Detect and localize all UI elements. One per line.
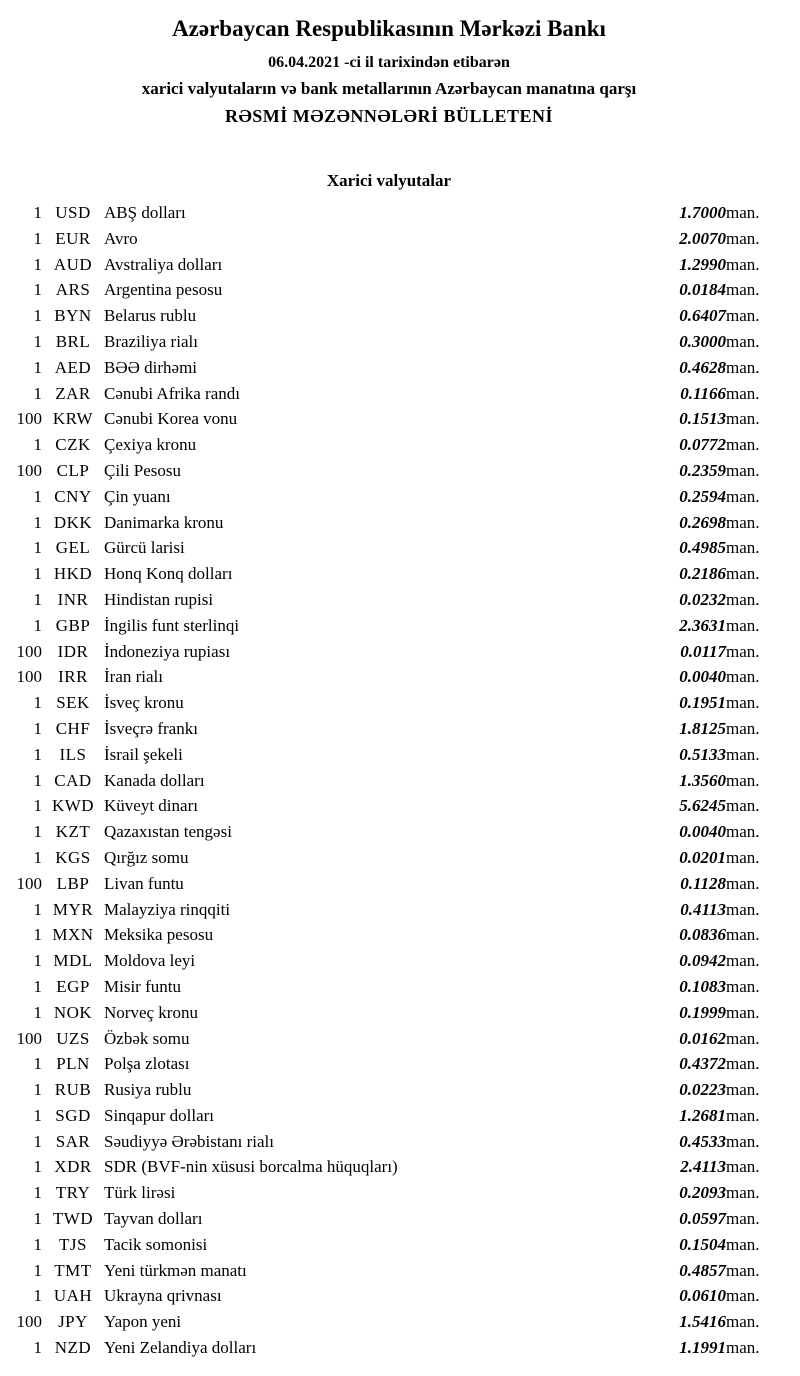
quantity-cell: 1 bbox=[33, 1338, 42, 1358]
currency-name-cell: Livan funtu bbox=[104, 873, 184, 893]
quantity-cell: 1 bbox=[33, 1286, 42, 1306]
currency-name-cell: Meksika pesosu bbox=[104, 925, 214, 945]
currency-code-cell: RUB bbox=[54, 1080, 92, 1100]
currency-code-cell: EUR bbox=[55, 228, 91, 248]
currency-code-cell: BYN bbox=[54, 306, 92, 326]
currency-name-cell: Səudiyyə Ərəbistanı rialı bbox=[104, 1131, 274, 1151]
rate-row bbox=[8, 768, 770, 794]
unit-label-cell: man. bbox=[726, 925, 760, 945]
quantity-cell: 1 bbox=[33, 718, 42, 738]
unit-label-cell: man. bbox=[726, 1080, 760, 1100]
unit-label-cell: man. bbox=[726, 331, 760, 351]
rate-row bbox=[8, 1026, 770, 1052]
quantity-cell: 100 bbox=[16, 1028, 42, 1048]
unit-label-cell: man. bbox=[726, 718, 760, 738]
currency-code-cell: MXN bbox=[52, 925, 94, 945]
currency-name-cell: Braziliya rialı bbox=[104, 331, 198, 351]
rate-value-cell: 0.0836 bbox=[679, 925, 726, 945]
quantity-cell: 1 bbox=[33, 693, 42, 713]
unit-label-cell: man. bbox=[726, 203, 760, 222]
quantity-cell: 1 bbox=[33, 538, 42, 558]
currency-name-cell: Çexiya kronu bbox=[104, 435, 197, 455]
quantity-cell: 1 bbox=[33, 1002, 42, 1022]
rate-value-cell: 1.7000 bbox=[679, 203, 726, 222]
currency-code-cell: TWD bbox=[52, 1209, 94, 1229]
currency-name-cell: Özbək somu bbox=[104, 1028, 190, 1048]
effective-date-line: 06.04.2021 -ci il tarixindən etibarən bbox=[268, 54, 510, 71]
currency-name-cell: İndoneziya rupiası bbox=[104, 641, 231, 661]
unit-label-cell: man. bbox=[726, 1234, 760, 1254]
currency-name-cell: Polşa zlotası bbox=[104, 1054, 190, 1074]
rate-row bbox=[8, 1180, 770, 1206]
unit-label-cell: man. bbox=[726, 538, 760, 558]
currency-name-cell: Türk lirəsi bbox=[104, 1183, 176, 1203]
currency-code-cell: AED bbox=[54, 357, 92, 377]
rate-value-cell: 0.0597 bbox=[679, 1209, 726, 1229]
currency-code-cell: XDR bbox=[54, 1157, 92, 1177]
unit-label-cell: man. bbox=[726, 564, 760, 584]
unit-label-cell: man. bbox=[726, 822, 760, 842]
rate-row bbox=[8, 1258, 770, 1284]
unit-label-cell: man. bbox=[726, 744, 760, 764]
rate-row bbox=[8, 458, 770, 484]
rate-row bbox=[8, 974, 770, 1000]
quantity-cell: 1 bbox=[33, 1234, 42, 1254]
quantity-cell: 1 bbox=[33, 1157, 42, 1177]
rate-value-cell: 1.3560 bbox=[679, 770, 726, 790]
currency-code-cell: ILS bbox=[59, 744, 87, 764]
quantity-cell: 1 bbox=[33, 228, 42, 248]
quantity-cell: 1 bbox=[33, 1054, 42, 1074]
unit-label-cell: man. bbox=[726, 254, 760, 274]
rate-row bbox=[8, 1206, 770, 1232]
rate-row bbox=[8, 1103, 770, 1129]
rate-row bbox=[8, 355, 770, 381]
quantity-cell: 1 bbox=[33, 306, 42, 326]
quantity-cell: 1 bbox=[33, 280, 42, 300]
currency-name-cell: Tacik somonisi bbox=[104, 1234, 208, 1254]
rate-row bbox=[8, 948, 770, 974]
quantity-cell: 1 bbox=[33, 796, 42, 816]
currency-code-cell: TJS bbox=[59, 1234, 87, 1254]
currency-code-cell: LBP bbox=[56, 873, 90, 893]
currency-name-cell: Cənubi Korea vonu bbox=[104, 409, 238, 429]
rate-value-cell: 0.1083 bbox=[679, 976, 726, 996]
quantity-cell: 100 bbox=[16, 873, 42, 893]
rate-row bbox=[8, 252, 770, 278]
rate-value-cell: 2.3631 bbox=[679, 615, 726, 635]
currency-code-cell: SAR bbox=[55, 1131, 91, 1151]
rate-row bbox=[8, 793, 770, 819]
unit-label-cell: man. bbox=[726, 641, 760, 661]
rate-value-cell: 1.8125 bbox=[679, 718, 726, 738]
quantity-cell: 100 bbox=[16, 409, 42, 429]
unit-label-cell: man. bbox=[726, 1338, 760, 1358]
currency-name-cell: Moldova leyi bbox=[104, 951, 196, 971]
rate-value-cell: 5.6245 bbox=[679, 796, 726, 816]
currency-name-cell: BƏƏ dirhəmi bbox=[104, 357, 198, 377]
unit-label-cell: man. bbox=[726, 796, 760, 816]
unit-label-cell: man. bbox=[726, 460, 760, 480]
unit-label-cell: man. bbox=[726, 976, 760, 996]
currency-name-cell: Çin yuanı bbox=[104, 486, 171, 506]
currency-code-cell: TRY bbox=[55, 1183, 91, 1203]
rate-value-cell: 0.0772 bbox=[679, 435, 726, 455]
currency-name-cell: Yeni Zelandiya dolları bbox=[104, 1338, 257, 1358]
currency-name-cell: Çili Pesosu bbox=[104, 460, 181, 480]
rate-row bbox=[8, 484, 770, 510]
currency-name-cell: İsrail şekeli bbox=[104, 744, 183, 764]
unit-label-cell: man. bbox=[726, 435, 760, 455]
currency-name-cell: Misir funtu bbox=[104, 976, 181, 996]
unit-label-cell: man. bbox=[726, 770, 760, 790]
rate-value-cell: 0.2186 bbox=[679, 564, 726, 584]
rate-value-cell: 0.2698 bbox=[679, 512, 726, 532]
rate-value-cell: 0.0201 bbox=[679, 847, 726, 867]
currency-code-cell: CZK bbox=[55, 435, 91, 455]
rate-value-cell: 0.0942 bbox=[679, 951, 726, 971]
currency-code-cell: AUD bbox=[53, 254, 93, 274]
rate-row bbox=[8, 406, 770, 432]
rate-row bbox=[8, 664, 770, 690]
currency-name-cell: İngilis funt sterlinqi bbox=[104, 615, 240, 635]
rate-row bbox=[8, 587, 770, 613]
quantity-cell: 1 bbox=[33, 1131, 42, 1151]
unit-label-cell: man. bbox=[726, 873, 760, 893]
rate-row bbox=[8, 510, 770, 536]
rate-value-cell: 0.6407 bbox=[679, 306, 726, 326]
rate-row bbox=[8, 561, 770, 587]
rate-value-cell: 1.2681 bbox=[679, 1105, 726, 1125]
unit-label-cell: man. bbox=[726, 667, 760, 687]
quantity-cell: 100 bbox=[16, 460, 42, 480]
currency-code-cell: USD bbox=[55, 203, 91, 222]
rate-row bbox=[8, 742, 770, 768]
rate-row bbox=[8, 1283, 770, 1309]
currency-name-cell: İsveçrə frankı bbox=[104, 718, 198, 738]
rate-row bbox=[8, 277, 770, 303]
quantity-cell: 1 bbox=[33, 564, 42, 584]
quantity-cell: 1 bbox=[33, 615, 42, 635]
unit-label-cell: man. bbox=[726, 486, 760, 506]
rate-row bbox=[8, 200, 770, 226]
currency-name-cell: Gürcü larisi bbox=[104, 538, 185, 558]
rate-row bbox=[8, 1077, 770, 1103]
currency-code-cell: KRW bbox=[52, 409, 94, 429]
quantity-cell: 1 bbox=[33, 357, 42, 377]
currency-code-cell: DKK bbox=[53, 512, 93, 532]
currency-code-cell: KWD bbox=[51, 796, 95, 816]
currency-code-cell: MYR bbox=[52, 899, 94, 919]
rate-value-cell: 0.2359 bbox=[679, 460, 726, 480]
rate-value-cell: 0.4113 bbox=[680, 899, 726, 919]
currency-name-cell: Argentina pesosu bbox=[104, 280, 223, 300]
currency-code-cell: KZT bbox=[55, 822, 91, 842]
currency-name-cell: ABŞ dolları bbox=[104, 203, 186, 222]
quantity-cell: 1 bbox=[33, 1105, 42, 1125]
rate-value-cell: 0.1951 bbox=[679, 693, 726, 713]
currency-code-cell: UAH bbox=[53, 1286, 93, 1306]
currency-code-cell: IRR bbox=[58, 667, 88, 687]
currency-name-cell: SDR (BVF-nin xüsusi borcalma hüquqları) bbox=[104, 1157, 398, 1177]
currency-name-cell: Qırğız somu bbox=[104, 847, 189, 867]
currency-code-cell: NZD bbox=[54, 1338, 92, 1358]
unit-label-cell: man. bbox=[726, 383, 760, 403]
currency-code-cell: CAD bbox=[54, 770, 92, 790]
unit-label-cell: man. bbox=[726, 1157, 760, 1177]
currency-name-cell: Norveç kronu bbox=[104, 1002, 198, 1022]
rate-row bbox=[8, 1154, 770, 1180]
currency-name-cell: Yapon yeni bbox=[104, 1312, 182, 1332]
currency-code-cell: SEK bbox=[56, 693, 90, 713]
quantity-cell: 100 bbox=[16, 667, 42, 687]
rate-value-cell: 0.1513 bbox=[679, 409, 726, 429]
rate-value-cell: 0.4372 bbox=[679, 1054, 726, 1074]
rate-row bbox=[8, 716, 770, 742]
unit-label-cell: man. bbox=[726, 1028, 760, 1048]
unit-label-cell: man. bbox=[726, 1002, 760, 1022]
unit-label-cell: man. bbox=[726, 228, 760, 248]
currency-code-cell: KGS bbox=[55, 847, 91, 867]
rate-row bbox=[8, 1000, 770, 1026]
unit-label-cell: man. bbox=[726, 1286, 760, 1306]
unit-label-cell: man. bbox=[726, 1312, 760, 1332]
rate-value-cell: 0.0232 bbox=[679, 589, 726, 609]
currency-code-cell: UZS bbox=[56, 1028, 90, 1048]
quantity-cell: 1 bbox=[33, 1209, 42, 1229]
currency-name-cell: Avro bbox=[104, 228, 138, 248]
rate-value-cell: 0.3000 bbox=[679, 331, 726, 351]
currency-code-cell: MDL bbox=[53, 951, 93, 971]
rate-row bbox=[8, 1129, 770, 1155]
exchange-rates-table bbox=[8, 200, 770, 1361]
quantity-cell: 1 bbox=[33, 976, 42, 996]
currency-name-cell: Hindistan rupisi bbox=[104, 589, 214, 609]
quantity-cell: 1 bbox=[33, 822, 42, 842]
currency-name-cell: Ukrayna qrivnası bbox=[104, 1286, 222, 1306]
quantity-cell: 100 bbox=[16, 1312, 42, 1332]
currency-name-cell: Honq Konq dolları bbox=[104, 564, 233, 584]
rate-value-cell: 2.0070 bbox=[679, 228, 726, 248]
currency-code-cell: SGD bbox=[55, 1105, 91, 1125]
rate-row bbox=[8, 329, 770, 355]
rate-value-cell: 0.0223 bbox=[679, 1080, 726, 1100]
rate-value-cell: 0.0162 bbox=[679, 1028, 726, 1048]
quantity-cell: 1 bbox=[33, 925, 42, 945]
rate-value-cell: 0.0040 bbox=[679, 822, 726, 842]
currency-code-cell: CLP bbox=[56, 460, 90, 480]
rate-value-cell: 0.1166 bbox=[680, 383, 726, 403]
currency-code-cell: JPY bbox=[58, 1312, 88, 1332]
unit-label-cell: man. bbox=[726, 693, 760, 713]
quantity-cell: 1 bbox=[33, 383, 42, 403]
unit-label-cell: man. bbox=[726, 280, 760, 300]
quantity-cell: 1 bbox=[33, 254, 42, 274]
rate-row bbox=[8, 381, 770, 407]
currency-code-cell: GBP bbox=[55, 615, 91, 635]
rate-row bbox=[8, 303, 770, 329]
bank-title: Azərbaycan Respublikasının Mərkəzi Bankı bbox=[172, 16, 606, 41]
rate-value-cell: 1.5416 bbox=[679, 1312, 726, 1332]
quantity-cell: 1 bbox=[33, 899, 42, 919]
currency-code-cell: IDR bbox=[57, 641, 89, 661]
rate-value-cell: 1.1991 bbox=[679, 1338, 726, 1358]
rate-value-cell: 0.1128 bbox=[680, 873, 726, 893]
unit-label-cell: man. bbox=[726, 357, 760, 377]
currency-name-cell: Avstraliya dolları bbox=[104, 254, 223, 274]
rate-value-cell: 0.4628 bbox=[679, 357, 726, 377]
currency-code-cell: TMT bbox=[54, 1260, 92, 1280]
rate-row bbox=[8, 1335, 770, 1361]
quantity-cell: 1 bbox=[33, 770, 42, 790]
currency-code-cell: CNY bbox=[54, 486, 92, 506]
quantity-cell: 1 bbox=[33, 1183, 42, 1203]
rate-value-cell: 0.2594 bbox=[679, 486, 726, 506]
quantity-cell: 1 bbox=[33, 589, 42, 609]
unit-label-cell: man. bbox=[726, 951, 760, 971]
bulletin-title: RƏSMİ MƏZƏNNƏLƏRİ BÜLLETENİ bbox=[224, 106, 554, 126]
rate-row bbox=[8, 226, 770, 252]
unit-label-cell: man. bbox=[726, 306, 760, 326]
rate-value-cell: 0.5133 bbox=[679, 744, 726, 764]
rate-row bbox=[8, 1051, 770, 1077]
exchange-rates-table-body bbox=[8, 200, 770, 1361]
rate-row bbox=[8, 922, 770, 948]
rate-value-cell: 0.4533 bbox=[679, 1131, 726, 1151]
rate-value-cell: 0.0184 bbox=[679, 280, 726, 300]
unit-label-cell: man. bbox=[726, 1260, 760, 1280]
rate-row bbox=[8, 1309, 770, 1335]
unit-label-cell: man. bbox=[726, 1054, 760, 1074]
rate-row bbox=[8, 845, 770, 871]
rate-row bbox=[8, 871, 770, 897]
quantity-cell: 1 bbox=[33, 512, 42, 532]
unit-label-cell: man. bbox=[726, 409, 760, 429]
unit-label-cell: man. bbox=[726, 1209, 760, 1229]
quantity-cell: 1 bbox=[33, 1080, 42, 1100]
unit-label-cell: man. bbox=[726, 1183, 760, 1203]
currency-code-cell: NOK bbox=[53, 1002, 93, 1022]
quantity-cell: 100 bbox=[16, 641, 42, 661]
currency-code-cell: INR bbox=[57, 589, 89, 609]
quantity-cell: 1 bbox=[33, 951, 42, 971]
rate-row bbox=[8, 639, 770, 665]
section-title-foreign-currencies: Xarici valyutalar bbox=[326, 171, 452, 190]
rate-row bbox=[8, 432, 770, 458]
quantity-cell: 1 bbox=[33, 203, 42, 222]
unit-label-cell: man. bbox=[726, 589, 760, 609]
quantity-cell: 1 bbox=[33, 1260, 42, 1280]
quantity-cell: 1 bbox=[33, 331, 42, 351]
quantity-cell: 1 bbox=[33, 744, 42, 764]
rate-row bbox=[8, 819, 770, 845]
rate-value-cell: 1.2990 bbox=[679, 254, 726, 274]
currency-name-cell: İsveç kronu bbox=[104, 693, 184, 713]
currency-code-cell: PLN bbox=[56, 1054, 90, 1074]
currency-name-cell: Belarus rublu bbox=[104, 306, 197, 326]
currency-code-cell: GEL bbox=[55, 538, 91, 558]
rate-value-cell: 0.0610 bbox=[679, 1286, 726, 1306]
currency-name-cell: Cənubi Afrika randı bbox=[104, 383, 240, 403]
unit-label-cell: man. bbox=[726, 1131, 760, 1151]
currency-code-cell: ZAR bbox=[55, 383, 91, 403]
rate-value-cell: 0.1999 bbox=[679, 1002, 726, 1022]
currency-name-cell: Qazaxıstan tengəsi bbox=[104, 822, 232, 842]
rate-row bbox=[8, 613, 770, 639]
currency-code-cell: CHF bbox=[55, 718, 91, 738]
unit-label-cell: man. bbox=[726, 1105, 760, 1125]
rate-row bbox=[8, 690, 770, 716]
currency-name-cell: Küveyt dinarı bbox=[104, 796, 198, 816]
quantity-cell: 1 bbox=[33, 435, 42, 455]
unit-label-cell: man. bbox=[726, 847, 760, 867]
rate-row bbox=[8, 535, 770, 561]
currency-code-cell: BRL bbox=[55, 331, 91, 351]
quantity-cell: 1 bbox=[33, 486, 42, 506]
rate-value-cell: 0.4857 bbox=[679, 1260, 726, 1280]
currency-name-cell: Danimarka kronu bbox=[104, 512, 224, 532]
currency-code-cell: ARS bbox=[55, 280, 91, 300]
rate-value-cell: 0.0040 bbox=[679, 667, 726, 687]
currency-name-cell: Yeni türkmən manatı bbox=[104, 1260, 247, 1280]
unit-label-cell: man. bbox=[726, 615, 760, 635]
rate-value-cell: 0.1504 bbox=[679, 1234, 726, 1254]
scope-line: xarici valyutaların və bank metallarının Azərbaycan manatına qarşı bbox=[141, 79, 637, 98]
currency-name-cell: Kanada dolları bbox=[104, 770, 205, 790]
rate-row bbox=[8, 897, 770, 923]
currency-name-cell: Malayziya rinqqiti bbox=[104, 899, 231, 919]
unit-label-cell: man. bbox=[726, 512, 760, 532]
currency-name-cell: Sinqapur dolları bbox=[104, 1105, 215, 1125]
rate-value-cell: 0.4985 bbox=[679, 538, 726, 558]
rate-value-cell: 0.0117 bbox=[680, 641, 726, 661]
currency-name-cell: Rusiya rublu bbox=[104, 1080, 192, 1100]
rate-value-cell: 0.2093 bbox=[679, 1183, 726, 1203]
currency-code-cell: EGP bbox=[56, 976, 90, 996]
currency-name-cell: İran rialı bbox=[104, 667, 163, 687]
unit-label-cell: man. bbox=[726, 899, 760, 919]
quantity-cell: 1 bbox=[33, 847, 42, 867]
currency-code-cell: HKD bbox=[53, 564, 93, 584]
rate-value-cell: 2.4113 bbox=[680, 1157, 726, 1177]
currency-name-cell: Tayvan dolları bbox=[104, 1209, 203, 1229]
rate-row bbox=[8, 1232, 770, 1258]
